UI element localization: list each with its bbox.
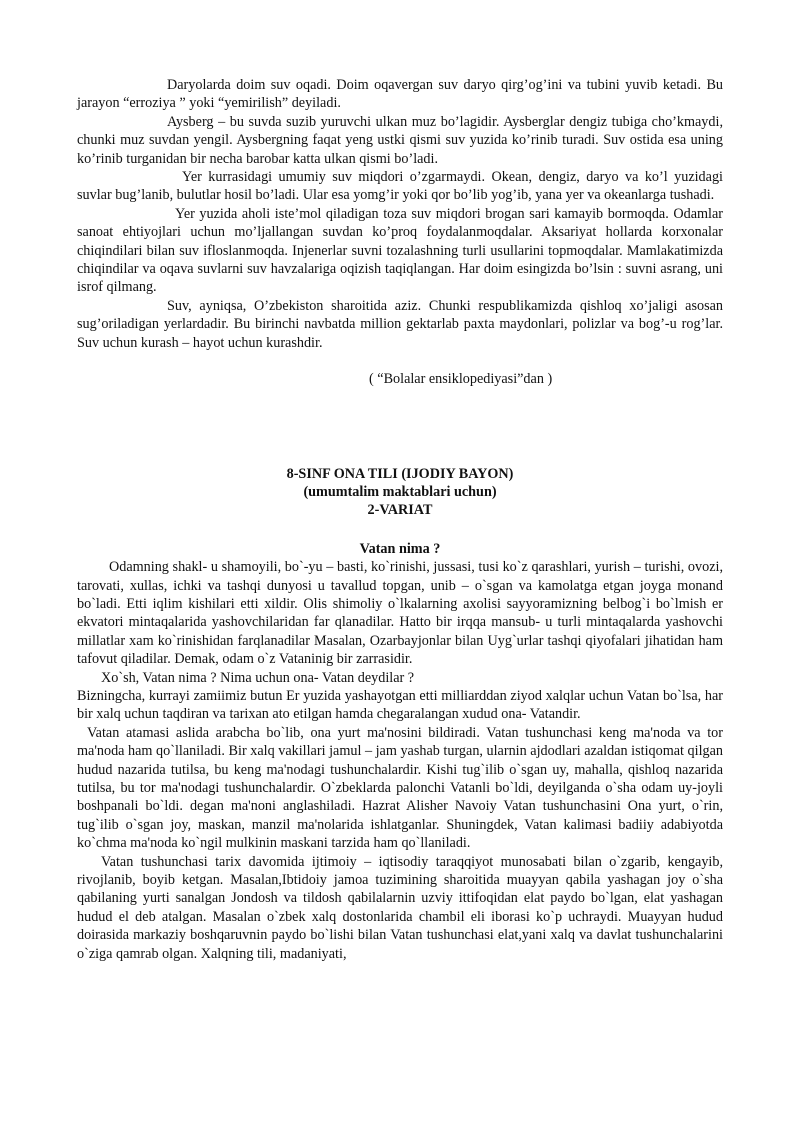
- paragraph-water-cycle: Yer kurrasidagi umumiy suv miqdori o’zgarmaydi. Okean, dengiz, daryo va ko’l yuzidagi suvlar bug’lanib, bulutlar hosil bo’ladi. Ular esa yomg’ir yoki qor bo’lib yog’ib, yana yer va okeanlarga tushadi.: [77, 169, 723, 204]
- paragraph-erosion: Daryolarda doim suv oqadi. Doim oqavergan suv daryo qirg’og’ini va tubini yuvib ketadi. Bu jarayon “erroziya ” yoki “yemirilish” deyiladi.: [77, 77, 723, 112]
- section-heading-title: 8-SINF ONA TILI (IJODIY BAYON): [286, 465, 514, 482]
- essay-topic-title: Vatan nima ?: [359, 540, 441, 557]
- paragraph-vatan-history: Vatan tushunchasi tarix davomida ijtimoiy – iqtisodiy taraqqiyot munosabati bilan o`zgarib, kengayib, rivojlanib, boyib ketgan. Masalan,Ibtidoiy jamoa tuzimining sharoitida muayyan qabila yashagan joy o`sha qabilaning yurti sanalgan Jondosh va tildosh qabilalarnin uzviy ittifoqidan elat paydo bo`lgan, elat yashagan hudud el deb atalgan. Masalan o`zbek xalq dostonlarida chambil eli iborasi ko`p uchraydi. Muayyan hudud doirasida markaziy boshqaruvnin paydo bo`lishi bilan Vatan tushunchasi elat,yani xalq va davlat tushunchalarini o`ziga qamrab olgan. Xalqning tili, madaniyati,: [77, 853, 723, 962]
- section-heading-subtitle: (umumtalim maktablari uchun): [303, 483, 497, 500]
- paragraph-question: Xo`sh, Vatan nima ? Nima uchun ona- Vatan deydilar ?: [101, 669, 415, 686]
- paragraph-clean-water: Yer yuzida aholi iste’mol qiladigan toza suv miqdori brogan sari kamayib bormoqda. Odamlar sanoat ehtiyojlari uchun mo’ljallangan suvdan ko’proq foydalanmoqdalar. Aksariyat hollarda korxonalar chiqindilari bilan suv ifloslanmoqda. Injenerlar suvni tozalashning turli usullarini topmoqdalar. Mamlakatimizda chiqindilar va oqava suvlarni suv havzalariga oqizish taqiqlangan. Har doim esingizda bo’lsin : suvni asrang, uni isrof qilmang.: [77, 205, 723, 296]
- section-heading-variant: 2-VARIAT: [367, 502, 433, 519]
- paragraph-iceberg: Aysberg – bu suvda suzib yuruvchi ulkan muz bo’lagidir. Aysberglar dengiz tubiga cho’kmaydi, chunki muz suvdan yengil. Aysbergning faqat yeng ustki qismi suv yuzida ko’rinib turadi. Suv ostida esa uning ko’rinib turganidan bir necha barobar katta ulkan qismi bo’ladi.: [77, 113, 723, 167]
- section-gap: [77, 389, 723, 465]
- document-page: [77, 76, 723, 963]
- paragraph-uzbekistan-water: Suv, ayniqsa, O’zbekiston sharoitida aziz. Chunki respublikamizda qishloq xo’jaligi asosan sug’oriladigan yerlardadir. Bu birinchi navbatda million gektarlab paxta maydonlari, polizlar va bog’-u rog’lar. Suv uchun kurash – hayot uchun kurashdir.: [77, 297, 723, 351]
- paragraph-homeland-definition: Bizningcha, kurrayi zamiimiz butun Er yuzida yashayotgan etti milliarddan ziyod xalqlar uchun Vatan bo`lsa, har bir xalq uchun taqdiran va tarixan ato etilgan hamda chegaralangan xudud ona- Vatandir.: [77, 687, 723, 723]
- paragraph-human-appearance: Odamning shakl- u shamoyili, bo`-yu – basti, ko`rinishi, jussasi, tusi ko`z qarashlari, yurish – turishi, ovozi, tarovati, xullas, ichki va tashqi dunyosi u tavallud topgan, unib – o`sgan va kamolatga etgan joyga monand bo`ladi. Etti iqlim kishilari etti xildir. Olis shimoliy o`lkalarning axolisi sayyoramizning belbog`i bo`lmish er ekvatori mintaqalarida yashovchilaridan far qlanadilar. Hatto bir irqqa mansub- u turli mintaqalarda yashovchi millatlar xam ko`rinishidan farqlanadilar Masalan, Ozarbayjonlar bilan Uyg`urlar tashqi qiyofalari jihatidan ham tafovut qiladilar. Demak, odam o`z Vataninig bir zarrasidir.: [77, 559, 723, 668]
- paragraph-vatan-term: Vatan atamasi aslida arabcha bo`lib, ona yurt ma'nosini bildiradi. Vatan tushunchasi keng ma'noda va tor ma'noda ham qo`llaniladi. Bir xalq vakillari jamul – jam yashab turgan, ularnin ajdodlari azaldan istiqomat qilgan hudud nazarida tutilsa, bu keng ma'nodagi tushunchalardir. Kishi tug`ilib o`sgan uy, mahalla, qishloq nazarida tutilsa, bu tor ma'nodagi tushunchalardir. O`zbeklarda palonchi Vatanli bo`ldi, deyilganda o`sha odam uy-joyli boshpanali bo`ldi. degan ma'noni anglashiladi. Hazrat Alisher Navoiy Vatan tushunchasini Ona yurt, o`rin, tug`ilib o`sgan joy, maskan, manzil ma'nolarida ishlatganlar. Shuningdek, Vatan kalimasi badiiy adabiyotda ko`chma ma'noda ko`ngil mulkinin maskani tarzida ham qo`llaniladi.: [77, 724, 723, 852]
- source-citation: ( “Bolalar ensiklopediyasi”dan ): [369, 371, 553, 388]
